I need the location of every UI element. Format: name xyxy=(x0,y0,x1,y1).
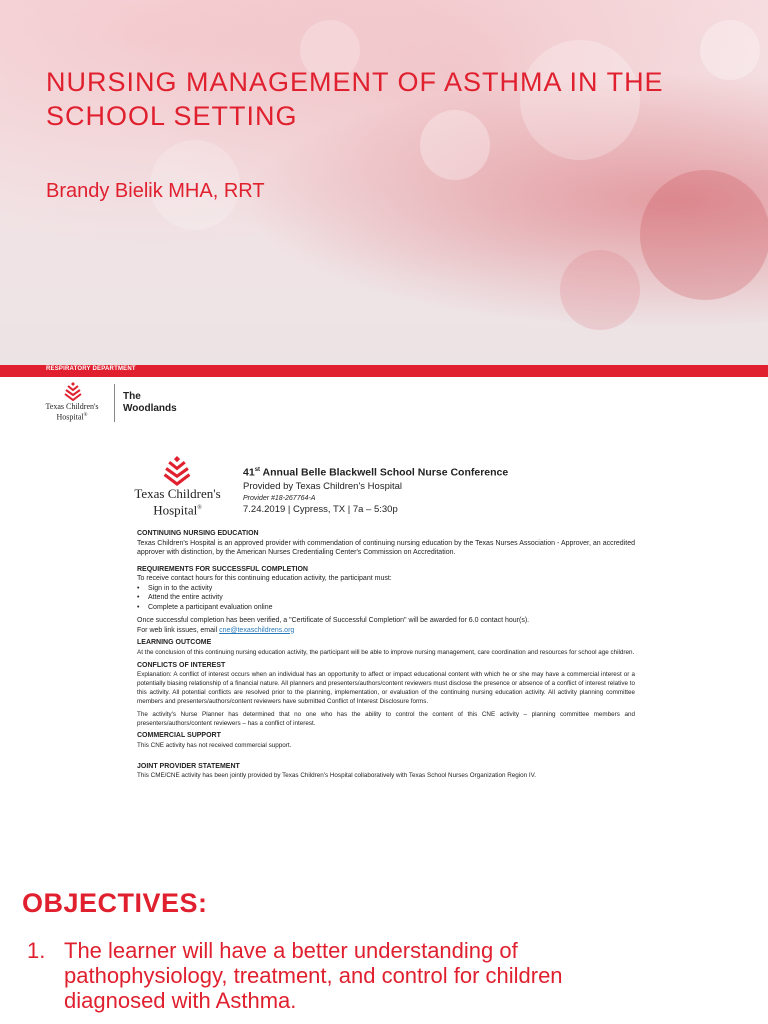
bokeh-decoration xyxy=(700,20,760,80)
hospital-logo xyxy=(40,381,190,425)
requirements-intro: To receive contact hours for this continuing education activity, the participant must: xyxy=(137,575,392,582)
cne-text: Texas Children's Hospital is an approved provider with commendation of continuing nursing education by the Texas Nurses Association - Approver, an accredited approver with distinction, by the American Nurses Credentialing Center's Commission on Accreditation. xyxy=(137,539,635,556)
hospital-name-line1: Texas Children's xyxy=(134,486,221,501)
list-item-text: Sign in to the activity xyxy=(148,584,213,592)
section-heading: CONTINUING NURSING EDUCATION xyxy=(137,530,259,537)
support-email-link[interactable]: cne@texaschildrens.org xyxy=(219,626,295,634)
list-item xyxy=(137,603,635,613)
campus-name xyxy=(123,391,183,415)
section-heading: CONFLICTS OF INTEREST xyxy=(137,661,226,669)
hospital-logo-icon xyxy=(64,381,82,401)
conference-info xyxy=(243,464,573,516)
document-hospital-logo xyxy=(125,454,230,520)
bullet-icon: • xyxy=(137,594,140,601)
list-item-text: Attend the entire activity xyxy=(148,594,223,601)
section-heading: REQUIREMENTS FOR SUCCESSFUL COMPLETION xyxy=(137,565,308,573)
department-label: RESPIRATORY DEPARTMENT xyxy=(46,366,136,372)
conflict-determination: The activity's Nurse Planner has determined that no one who has the ability to control the content of this CNE activity – planning committee members and presenters/authors/content reviewers – has a conflict of interest. xyxy=(137,711,635,727)
completion-text: Once successful completion has been verified, a "Certificate of Successful Completion" will be awarded for 6.0 contact hour(s). xyxy=(137,617,530,624)
joint-provider-text: This CME/CNE activity has been jointly provided by Texas Children's Hospital collaboratively with Texas School Nurses Organization Region IV. xyxy=(137,772,537,779)
web-issues-prefix: For web link issues, email xyxy=(137,626,220,634)
cne-document xyxy=(0,440,768,860)
objectives-heading: OBJECTIVES: xyxy=(22,888,208,918)
objective-item xyxy=(27,938,747,1013)
campus-name-line2: Woodlands xyxy=(123,403,177,414)
bullet-icon: • xyxy=(137,603,140,611)
conference-ordinal: 41 xyxy=(243,466,255,479)
bokeh-decoration xyxy=(560,250,640,330)
conflict-explanation: Explanation: A conflict of interest occurs when an individual has an opportunity to affect or impact educational content with which he or she may have a commercial interest or a potentially biasing relationship of a financial nature. All planners and presenters/authors/content reviewers must disclose the presence or absence of a conflict of interest relative to this activity. All potential conflicts are resolved prior to the planning, implementation, or evaluation of the continuing nursing education activity. All activity planning committee members and presenters/authors/content reviewers have submitted Conflict of Interest Disclosure forms. xyxy=(137,671,635,705)
objectives-list xyxy=(27,938,747,1013)
list-item-text: Complete a participant evaluation online xyxy=(148,603,273,611)
title-slide xyxy=(0,0,768,365)
objective-text: The learner will have a better understanding of pathophysiology, treatment, and control for children diagnosed with Asthma. xyxy=(64,938,563,1013)
section-heading: COMMERCIAL SUPPORT xyxy=(137,732,221,739)
objective-number: 1. xyxy=(27,938,46,963)
hospital-name-line1: Texas Children's xyxy=(45,402,99,411)
hospital-name xyxy=(125,487,230,517)
list-item xyxy=(137,593,635,603)
hospital-name-line2: Hospital xyxy=(56,412,84,422)
bokeh-decoration xyxy=(640,170,768,300)
conference-date-location: 7.24.2019 | Cypress, TX | 7a – 5:30p xyxy=(243,503,398,515)
hospital-logo-icon xyxy=(163,454,191,486)
registered-mark: ® xyxy=(197,505,202,511)
document-body xyxy=(137,529,635,780)
section-heading: JOINT PROVIDER STATEMENT xyxy=(137,762,240,770)
hospital-name-line2: Hospital xyxy=(153,502,198,518)
conference-ordinal-suffix: st xyxy=(254,467,261,473)
presenter-name: Brandy Bielik MHA, RRT xyxy=(46,180,265,202)
web-issues-line xyxy=(137,626,635,636)
section-heading: LEARNING OUTCOME xyxy=(137,639,212,646)
provided-by: Provided by Texas Children's Hospital xyxy=(243,480,402,492)
presentation-title: NURSING MANAGEMENT OF ASTHMA IN THE SCHOOL SETTING xyxy=(46,67,664,131)
conference-title xyxy=(243,464,573,480)
registered-mark: ® xyxy=(83,413,88,418)
list-item xyxy=(137,584,635,594)
commercial-support-text: This CNE activity has not received commercial support. xyxy=(137,741,292,749)
logo-divider xyxy=(114,384,115,422)
hospital-name xyxy=(40,402,104,422)
provider-number: Provider #18-267764-A xyxy=(243,494,316,502)
bullet-icon: • xyxy=(137,584,140,592)
outcome-text: At the conclusion of this continuing nursing education activity, the participant will be able to improve nursing management, care coordination and resources for school age children. xyxy=(137,648,635,656)
campus-name-line1: The xyxy=(123,391,141,402)
conference-title-text: Annual Belle Blackwell School Nurse Conference xyxy=(260,466,509,479)
